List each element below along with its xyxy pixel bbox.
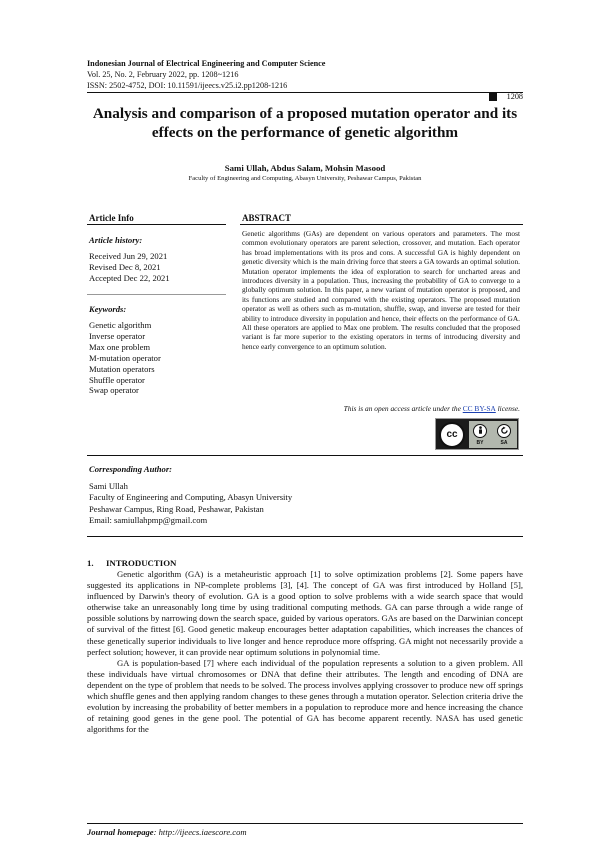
share-alike-arrow-icon (499, 425, 510, 436)
section-number: 1. (87, 558, 94, 568)
header-rule (87, 92, 523, 93)
journal-homepage (87, 827, 247, 837)
received-date: Received Jun 29, 2021 (89, 251, 168, 261)
affiliation: Faculty of Engineering and Computing, Abasyn University, Peshawar Campus, Pakistan (188, 175, 422, 182)
keyword: Max one problem (89, 341, 151, 352)
keyword-list (89, 320, 161, 396)
cc-by-sa-link[interactable]: CC BY-SA (462, 404, 496, 413)
open-access-note (242, 404, 520, 413)
abstract-text: Genetic algorithms (GAs) are dependent on various operators and parameters. The most common evolutionary operators are parent selection, crossover, and mutation. Each operator has broad implementations with its pros and cons. A successful GA is highly dependent on genetic diversity which is the main driving force that steers a GA towards an optimal solution. Mutation operator implements the idea of exploration to search for uncharted areas and introduces diversity in a population. Thus, increasing the probability of GA to converge to a globally optimum solution. In this paper, a new variant of mutation operator is proposed, and its functions are studied and compared with the existing operators. The proposed mutation operator as well as others such as m-mutation, shuffle, swap, and inverse are tested for their ability to introduce diversity in population and hence, their effects on the performance of GA. All these operators are applied to Max one problem. The results concluded that the proposed variant is far more superior to the existing operators in terms of introducing diversity and hence early convergence to an optimum solution. (242, 229, 520, 351)
history-label: Article history: (89, 235, 143, 245)
abstract-rule (240, 224, 523, 225)
corresponding-name: Sami Ullah (89, 481, 128, 491)
by-label: BY (476, 440, 484, 446)
keywords-label: Keywords: (89, 304, 127, 314)
accepted-date: Accepted Dec 22, 2021 (89, 273, 170, 283)
footer-rule (87, 823, 523, 824)
homepage-label: Journal homepage (87, 827, 154, 837)
keyword: Swap operator (89, 385, 139, 396)
body-text (87, 569, 523, 735)
keyword: Inverse operator (89, 330, 146, 341)
section-title: INTRODUCTION (106, 558, 177, 568)
keyword: Genetic algorithm (89, 320, 152, 330)
corresponding-author-label: Corresponding Author: (89, 464, 173, 474)
cc-icon: cc (439, 422, 465, 448)
open-access-prefix: This is an open access article under the (343, 404, 463, 413)
sa-label: SA (500, 440, 508, 446)
authors: Sami Ullah, Abdus Salam, Mohsin Masood (224, 163, 386, 173)
article-history (89, 251, 170, 284)
keyword: M-mutation operator (89, 352, 161, 363)
corresponding-affil-2: Peshawar Campus, Ring Road, Peshawar, Pakistan (89, 503, 264, 514)
page-number-area (87, 70, 523, 101)
journal-name: Indonesian Journal of Electrical Engineering and Computer Science (87, 59, 326, 68)
homepage-url[interactable]: : http://ijeecs.iaescore.com (153, 827, 247, 837)
person-icon (475, 425, 486, 436)
paper-title: Analysis and comparison of a proposed mutation operator and its effects on the performance of genetic algorithm (92, 105, 518, 141)
paragraph: GA is population-based [7] where each individual of the population represents a solution to a given problem. All these individuals have virtual chromosomes or DNA that define their attributes. The length and encoding of DNA are dependent on the type of problem that needs to be solved. The process involves applying crossover to produce new off springs which shuffle genes and then applying random changes to these genes through a mutation operator. Selection criteria drive the evolution by increasing the probability of better members in a population to reproduce more and hence increasing the chance of retaining good genes in the gene pool. The potential of GA has become apparent recently. NASA has used genetic algorithms for the (87, 657, 523, 735)
history-rule (87, 294, 226, 295)
page-marker-icon (489, 93, 497, 101)
corresponding-affil-1: Faculty of Engineering and Computing, Abasyn University (89, 492, 293, 503)
attribution-icon (473, 424, 487, 438)
keyword: Mutation operators (89, 363, 155, 374)
paragraph: Genetic algorithm (GA) is a metaheuristic approach [1] to solve optimization problems [2]. Some papers have suggested its applications in NP-complete problems [3], [4]. The concept of GA was first introduced by Holland [5], influenced by Darwin's theory of evolution. GA is a good option to solve problems with a wide search space that would otherwise take an unreasonably long time by using traditional computing methods. GA can parse through a wide range of possible solutions by narrowing down the search space, guided by various operators. GAs are based on the Darwinian concept of survival of the fittest [6]. Good genetic makeup encourages better adaptation capabilities, which increases the chances of these genetically superior individuals to live longer and hence reproduce more offspring. GA might not necessarily provide a perfect solution; however, it can provide near optimum solutions in polynomial time. (87, 569, 523, 657)
corresponding-email: Email: samiullahpmp@gmail.com (89, 514, 208, 525)
cc-license-badge[interactable] (435, 418, 519, 450)
article-info-heading: Article Info (89, 213, 134, 223)
page-number: 1208 (506, 92, 523, 101)
article-info-rule (87, 224, 226, 225)
open-access-suffix: license. (495, 404, 520, 413)
corresponding-author-block (89, 481, 292, 526)
abstract-heading: ABSTRACT (242, 213, 292, 223)
info-bottom-rule (87, 455, 523, 456)
share-alike-icon (497, 424, 511, 438)
revised-date: Revised Dec 8, 2021 (89, 262, 161, 272)
section-heading (87, 558, 176, 568)
cc-license-panel (469, 421, 517, 448)
corr-bottom-rule (87, 536, 523, 537)
issn-doi-line: ISSN: 2502-4752, DOI: 10.11591/ijeecs.v25.i2.pp1208-1216 (87, 81, 288, 90)
keyword: Shuffle operator (89, 374, 145, 385)
volume-line: Vol. 25, No. 2, February 2022, pp. 1208~1216 (87, 70, 239, 79)
